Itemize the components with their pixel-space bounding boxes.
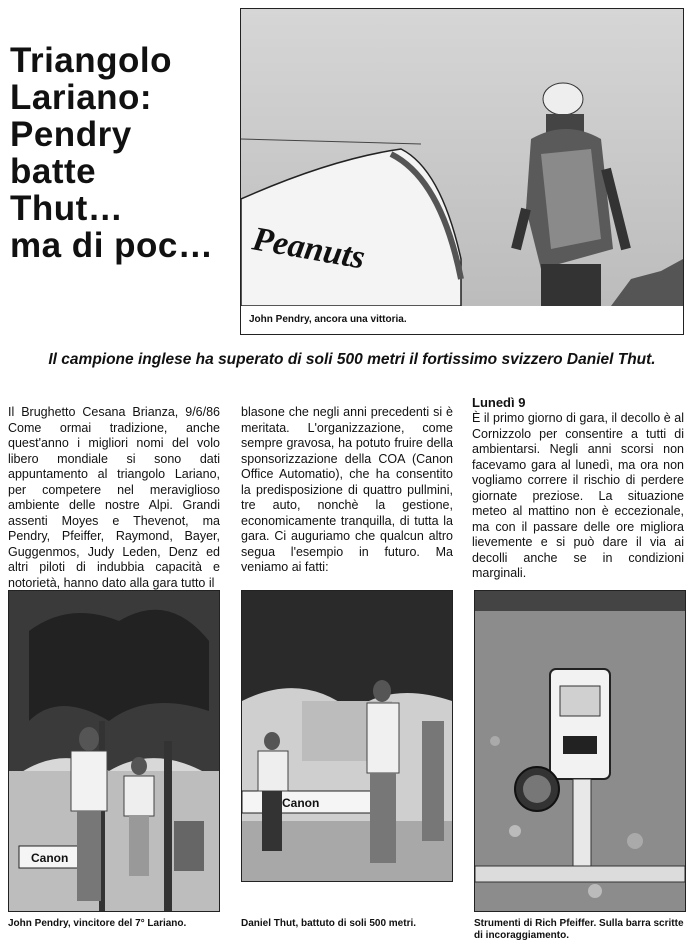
banner-text: Canon xyxy=(31,851,69,865)
glider-logo-text: Peanuts xyxy=(249,220,368,277)
article-subtitle: Il campione inglese ha superato di soli 500 metri il fortissimo svizzero Daniel Thut. xyxy=(48,351,656,368)
title-line: Triangolo xyxy=(10,41,172,80)
photo-thut-image xyxy=(242,591,452,881)
text-column-1 xyxy=(8,405,220,591)
article-title xyxy=(10,42,238,264)
photo-thut xyxy=(241,590,453,882)
title-line: Thut… xyxy=(10,189,124,228)
photo-caption-instruments: Strumenti di Rich Pfeiffer. Sulla barra scritte di incoraggiamento. xyxy=(474,918,684,941)
title-line: batte xyxy=(10,152,97,191)
column-text: È il primo giorno di gara, il decollo è al Cornizzolo per consentire a tutti di ambientarsi. Negli anni scorsi non facevamo gara al lunedì, ma ora non vogliamo correre il rischio di perdere giornate preziose. La situazione meteo al mattino non è eccezionale, ma con il passare delle ore migliora lievemente e si può dare il via ai decolli anche se in condizioni marginali. xyxy=(472,411,684,580)
photo-pendry xyxy=(8,590,220,912)
top-photo-caption: John Pendry, ancora una vittoria. xyxy=(240,306,684,335)
banner-text: Canon xyxy=(282,796,320,810)
title-line: Pendry xyxy=(10,115,132,154)
top-photo xyxy=(240,8,684,307)
section-heading: Lunedì 9 xyxy=(472,395,526,410)
photo-caption-thut: Daniel Thut, battuto di soli 500 metri. xyxy=(241,918,417,929)
title-line: ma di poc… xyxy=(10,226,214,265)
photo-instruments-image xyxy=(475,591,685,911)
column-text: blasone che negli anni precedenti si è meritata. L'organizzazione, come sempre gravosa, ha potuto fruire della sponsorizzazione della COA (Canon Office Automatio), che ha consentito la predisposizione di quattro pullmini, tre auto, nonchè la gestione, economicamente tranquilla, di tutta la gara. Ci auguriamo che qualcun altro segua l'esempio in futuro. Ma veniamo ai fatti: xyxy=(241,405,453,574)
photo-pendry-image xyxy=(9,591,219,911)
photo-caption-pendry: John Pendry, vincitore del 7° Lariano. xyxy=(8,918,187,929)
text-column-3 xyxy=(472,395,684,582)
top-photo-image xyxy=(241,9,683,306)
photo-instruments xyxy=(474,590,686,912)
column-text: Il Brughetto Cesana Brianza, 9/6/86 Come ormai tradizione, anche quest'anno i migliori nomi del volo libero mondiale si sono dati appuntamento al triangolo Lariano, per competere nel meraviglioso ambiente delle nostre Alpi. Grandi assenti Moyes e Thevenot, ma Pendry, Pfeiffer, Raymond, Bayer, Guggenmos, Judy Leden, Denz ed altri piloti di indubbia capacità e notorietà, hanno dato alla gara tutto il xyxy=(8,405,220,590)
text-column-2 xyxy=(241,405,453,576)
title-line: Lariano: xyxy=(10,78,153,117)
